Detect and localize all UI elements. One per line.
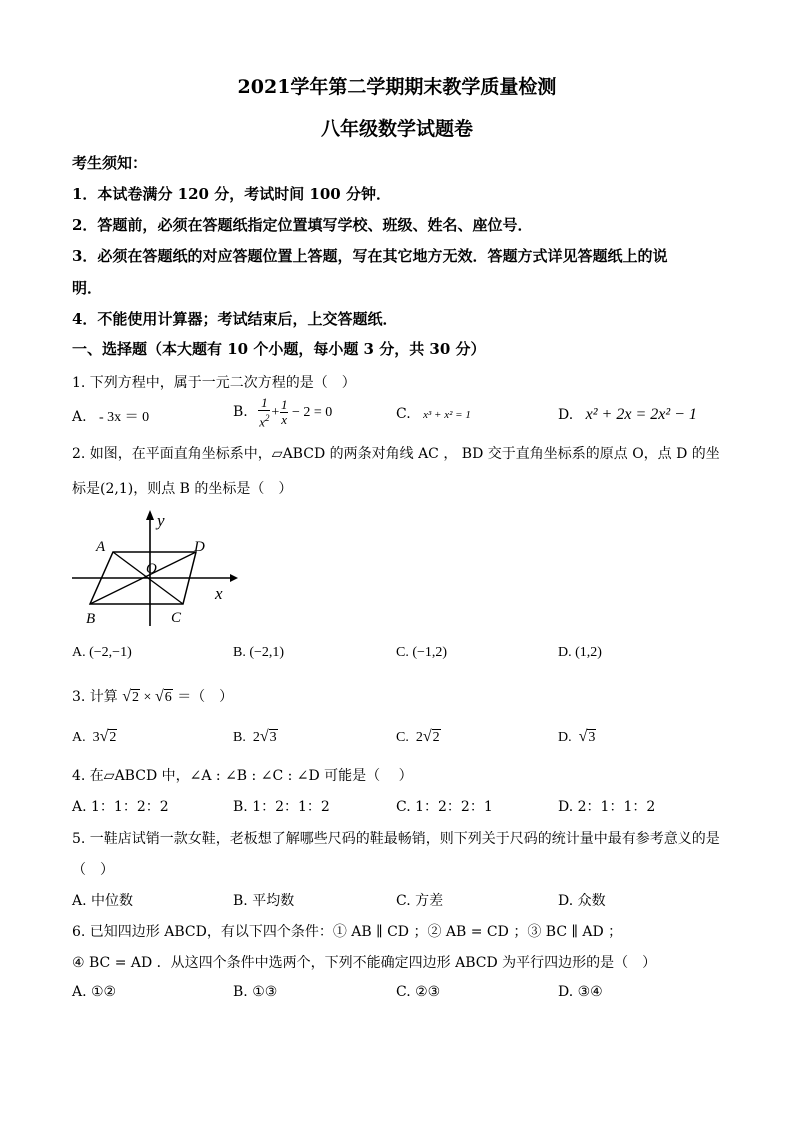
question-1-stem: 1. 下列方程中，属于一元二次方程的是（ ） [72, 375, 356, 391]
x-axis-label: x [215, 584, 223, 603]
question-6-stem-line-2: ④ BC = AD ．从这四个条件中选两个，下列不能确定四边形 ABCD 为平行四边形的是（ ） [72, 955, 657, 971]
origin-label: O [146, 561, 157, 577]
option-label: B. [233, 403, 248, 420]
y-axis-label: y [157, 511, 165, 530]
q1-option-d [558, 406, 697, 424]
q6-option-a: A. ①② [72, 984, 117, 1000]
notice-item-2: 2．答题前，必须在答题纸指定位置填写学校、班级、姓名、座位号． [72, 216, 533, 234]
q4-option-a: A. 1：1：2：2 [72, 799, 169, 815]
notice-heading: 考生须知： [72, 154, 148, 172]
option-label: C. [396, 406, 411, 422]
option-label: A. [72, 409, 87, 425]
vertex-b-label: B [86, 611, 96, 627]
question-3-stem: 3. 计算 √2 × √6 ＝（ ） [72, 688, 234, 705]
vertex-c-label: C [171, 610, 182, 626]
q1-option-c [396, 406, 471, 422]
q4-option-b: B. 1：2：1：2 [233, 799, 330, 815]
notice-item-3-line-2: 明． [72, 279, 103, 297]
section-heading: 一、选择题（本大题有 10 个小题，每小题 3 分，共 30 分） [72, 340, 486, 358]
q5-option-a: A. 中位数 [72, 893, 134, 909]
q5-option-d: D. 众数 [558, 893, 606, 909]
page-title: 2021学年第二学期期末教学质量检测 [237, 76, 557, 98]
q4-option-c: C. 1：2：2：1 [396, 799, 493, 815]
q3-option-d: D. √3 [558, 728, 596, 745]
q6-option-b: B. ①③ [233, 984, 278, 1000]
question-2-stem-line-2: 标是(2,1)，则点 B 的坐标是（ ） [72, 481, 293, 497]
q2-option-c: C. (−1,2) [396, 645, 448, 660]
page-subtitle: 八年级数学试题卷 [320, 118, 473, 140]
q3-option-c: C. 2√2 [396, 728, 440, 745]
question-2-stem-line-1: 2. 如图，在平面直角坐标系中，▱ABCD 的两条对角线 AC ， BD 交于直角坐标系的原点 O，点 D 的坐 [72, 446, 720, 462]
notice-item-3-line-1: 3．必须在答题纸的对应答题位置上答题，写在其它地方无效．答题方式详见答题纸上的说 [72, 247, 668, 265]
vertex-a-label: A [96, 539, 106, 555]
q2-option-d: D. (1,2) [558, 645, 602, 660]
question-4-stem: 4. 在▱ABCD 中，∠A : ∠B : ∠C : ∠D 可能是（ ） [72, 768, 413, 784]
q5-option-c: C. 方差 [396, 893, 444, 909]
vertex-d-label: D [194, 539, 205, 555]
q1-option-b-expr: $\frac{1}{x^2}$ + $\frac{1}{x}$ − 2 = 0 [259, 395, 333, 430]
q3-option-a: A. 3√2 [72, 728, 117, 745]
q4-option-d: D. 2：1：1：2 [558, 799, 656, 815]
notice-item-4: 4．不能使用计算器；考试结束后，上交答题纸． [72, 310, 398, 328]
q6-option-c: C. ②③ [396, 984, 441, 1000]
q1-option-a-text: - 3x ＝ 0 [99, 410, 150, 425]
notice-item-1: 1．本试卷满分 120 分，考试时间 100 分钟． [72, 185, 391, 203]
question-5-stem-line-1: 5. 一鞋店试销一款女鞋，老板想了解哪些尺码的鞋最畅销，则下列关于尺码的统计量中最有参考意义的是 [72, 831, 720, 847]
question-6-stem-line-1: 6. 已知四边形 ABCD，有以下四个条件：① AB ∥ CD ；② AB = CD ；③ BC ∥ AD ； [72, 924, 623, 940]
q3-option-b: B. 2√3 [233, 728, 277, 745]
parallelogram-figure [70, 506, 240, 630]
q1-option-d-text: x² + 2x = 2x² − 1 [585, 406, 697, 423]
q1-option-b [233, 396, 332, 429]
q2-option-a: A. (−2,−1) [72, 645, 132, 660]
option-label: D. [558, 407, 574, 423]
q2-option-b: B. (−2,1) [233, 645, 285, 660]
q1-option-c-text: x³ + x² = 1 [423, 409, 471, 421]
q1-option-a [72, 406, 149, 426]
question-5-stem-line-2: （ ） [72, 862, 114, 878]
q5-option-b: B. 平均数 [233, 893, 295, 909]
q6-option-d: D. ③④ [558, 984, 603, 1000]
